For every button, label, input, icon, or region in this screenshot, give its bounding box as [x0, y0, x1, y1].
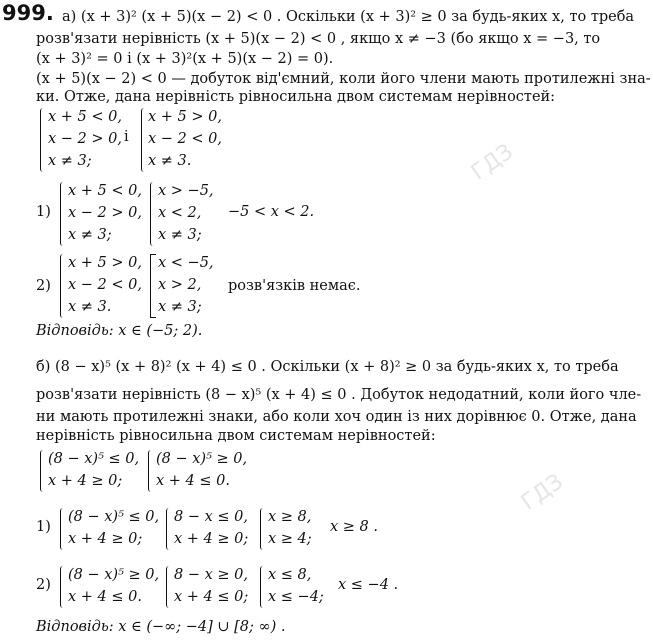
system-row: x + 4 ≥ 0;: [174, 531, 249, 547]
system-row: x + 4 ≤ 0.: [68, 589, 142, 605]
system-row: (8 − x)⁵ ≥ 0,: [68, 567, 160, 583]
brace: [60, 566, 67, 608]
case1-system1: [68, 180, 142, 246]
brace: [60, 508, 67, 550]
b-case2-system1: [68, 564, 159, 608]
system-row: x − 2 < 0,: [148, 131, 222, 147]
brace: [148, 450, 155, 492]
b-case1-system1: [68, 506, 159, 550]
b-case1-system2: [174, 506, 248, 550]
system-row: x − 2 > 0,: [68, 205, 142, 221]
case-label: 1): [36, 204, 51, 220]
system-b2: [156, 448, 247, 492]
brace: [150, 182, 157, 246]
system-row: x ≠ 3;: [158, 227, 202, 243]
system-row: x + 4 ≥ 0;: [68, 531, 143, 547]
part-a-line-3: (x + 3)² = 0 і (x + 3)²(x + 5)(x − 2) = 0).: [36, 51, 334, 67]
system-row: x ≠ 3.: [148, 153, 192, 169]
part-a-line-1: а) (x + 3)² (x + 5)(x − 2) < 0 . Оскільки (x + 3)² ≥ 0 за будь-яких x, то треба: [62, 9, 635, 25]
system-row: x + 5 > 0,: [68, 255, 142, 271]
part-b-line-1: б) (8 − x)⁵ (x + 8)² (x + 4) ≤ 0 . Оскільки (x + 8)² ≥ 0 за будь-яких x, то треба: [36, 359, 619, 375]
case-label: 1): [36, 519, 51, 535]
system-row: x ≠ 3;: [48, 153, 92, 169]
brace: [40, 108, 47, 172]
system-a1: [48, 106, 122, 172]
bracket: [150, 254, 156, 318]
part-b-line-2: розв'язати нерівність (8 − x)⁵ (x + 4) ≤ 0 . Добуток недодатний, коли його чле-: [36, 387, 642, 403]
system-row: x < −5,: [158, 255, 214, 271]
b-case2-result: x ≤ −4 .: [338, 577, 399, 593]
system-row: x ≠ 3;: [158, 299, 202, 315]
system-row: x < 2,: [158, 205, 202, 221]
case1-result: −5 < x < 2.: [228, 204, 315, 220]
watermark: ГДЗ: [516, 469, 568, 516]
system-row: x ≤ 8,: [268, 567, 312, 583]
brace: [260, 566, 267, 608]
system-a2: [148, 106, 222, 172]
system-row: (8 − x)⁵ ≤ 0,: [68, 509, 160, 525]
part-b-line-3: ни мають протилежні знаки, або коли хоч один із них дорівнює 0. Отже, дана: [36, 409, 637, 425]
part-a-line-2: розв'язати нерівність (x + 5)(x − 2) < 0 , якщо x ≠ −3 (бо якщо x = −3, то: [36, 31, 601, 47]
system-row: (8 − x)⁵ ≥ 0,: [156, 451, 248, 467]
answer-b: Відповідь: x ∈ (−∞; −4] ∪ [8; ∞) .: [36, 619, 286, 635]
part-b-line-4: нерівність рівносильна двом системам нерівностей:: [36, 428, 436, 444]
system-row: x − 2 < 0,: [68, 277, 142, 293]
case2-system1: [68, 252, 142, 318]
brace: [141, 108, 148, 172]
b-case1-result: x ≥ 8 .: [330, 519, 378, 535]
case1-system2: [158, 180, 214, 246]
system-row: x + 5 > 0,: [148, 109, 222, 125]
case2-system2: [158, 252, 214, 318]
part-a-line-5: ки. Отже, дана нерівність рівносильна двом системам нерівностей:: [36, 89, 556, 105]
system-row: x > 2,: [158, 277, 202, 293]
part-a-line-4: (x + 5)(x − 2) < 0 — добуток від'ємний, коли його члени мають протилежні зна-: [36, 71, 651, 87]
system-row: x ≠ 3.: [68, 299, 112, 315]
system-row: 8 − x ≥ 0,: [174, 567, 248, 583]
answer-a: Відповідь: x ∈ (−5; 2).: [36, 323, 203, 339]
system-row: 8 − x ≤ 0,: [174, 509, 248, 525]
b-case2-system3: [268, 564, 324, 608]
and-word: і: [124, 129, 129, 145]
case-label: 2): [36, 278, 51, 294]
system-row: x ≠ 3;: [68, 227, 112, 243]
brace: [260, 508, 267, 550]
brace: [60, 254, 67, 318]
watermark: ГДЗ: [466, 139, 518, 186]
system-row: x ≥ 8,: [268, 509, 312, 525]
b-case2-system2: [174, 564, 248, 608]
brace: [166, 566, 173, 608]
system-row: x + 5 < 0,: [48, 109, 122, 125]
system-b1: [48, 448, 139, 492]
system-row: x + 5 < 0,: [68, 183, 142, 199]
b-case1-system3: [268, 506, 312, 550]
problem-number: 999.: [2, 1, 54, 25]
brace: [166, 508, 173, 550]
system-row: x ≤ −4;: [268, 589, 324, 605]
system-row: x ≥ 4;: [268, 531, 312, 547]
system-row: x − 2 > 0,: [48, 131, 122, 147]
system-row: (8 − x)⁵ ≤ 0,: [48, 451, 140, 467]
case2-result: розв'язків немає.: [228, 278, 361, 294]
brace: [60, 182, 67, 246]
case-label: 2): [36, 577, 51, 593]
system-row: x + 4 ≤ 0;: [174, 589, 249, 605]
system-row: x + 4 ≤ 0.: [156, 473, 230, 489]
system-row: x > −5,: [158, 183, 214, 199]
system-row: x + 4 ≥ 0;: [48, 473, 123, 489]
brace: [40, 450, 47, 492]
